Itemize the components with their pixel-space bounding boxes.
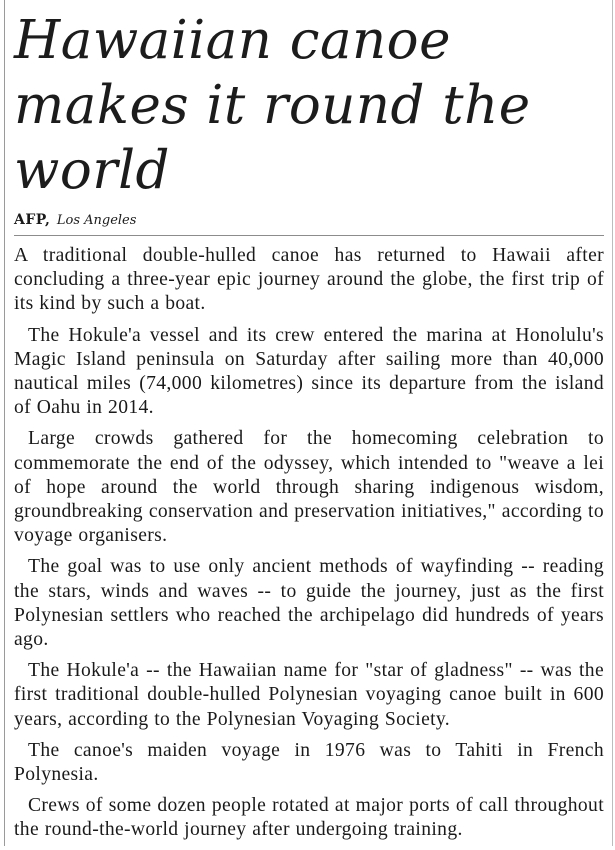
byline-divider — [14, 235, 604, 236]
column-rule-right — [612, 0, 613, 846]
paragraph: Crews of some dozen people rotated at major ports of call throughout the round-the-world journey after undergoing training. — [14, 795, 604, 841]
byline-location: Los Angeles — [56, 213, 137, 228]
headline: Hawaiian canoe makes it round the world — [14, 10, 531, 201]
paragraph: The Hokule'a -- the Hawaiian name for "star of gladness" -- was the first traditional double-hulled Polynesian voyaging canoe built in 600 years, according to the Polynesian Voyaging Society. — [14, 660, 604, 730]
byline-agency: AFP, — [14, 212, 51, 228]
paragraph: The Hokule'a vessel and its crew entered the marina at Honolulu's Magic Island peninsula on Saturday after sailing more than 40,000 nautical miles (74,000 kilometres) since its departure from the island of Oahu in 2014. — [14, 324, 604, 419]
paragraph: A traditional double-hulled canoe has returned to Hawaii after concluding a three-year epic journey around the globe, the first trip of its kind by such a boat. — [14, 245, 604, 315]
paragraph: Large crowds gathered for the homecoming celebration to commemorate the end of the odyssey, which intended to "weave a lei of hope around the world through sharing indigenous wisdom, groundbreaking conservation and preservation initiatives," according to voyage organisers. — [14, 428, 604, 547]
paragraph: The canoe's maiden voyage in 1976 was to Tahiti in French Polynesia. — [14, 739, 604, 786]
article-body — [14, 244, 604, 843]
column-rule-left — [4, 0, 5, 846]
byline — [14, 209, 604, 231]
news-article — [14, 0, 604, 850]
paragraph: The goal was to use only ancient methods of wayfinding -- reading the stars, winds and waves -- to guide the journey, just as the first Polynesian settlers who reached the archipelago did hundreds of years ago. — [14, 556, 604, 651]
